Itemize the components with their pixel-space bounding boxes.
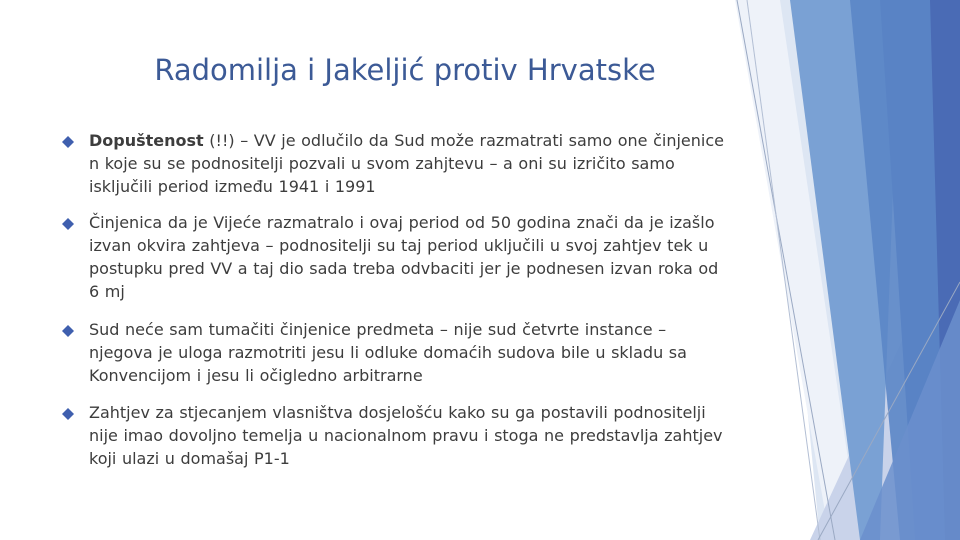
diamond-icon <box>62 218 74 230</box>
diamond-icon <box>62 325 74 337</box>
diamond-icon <box>62 136 74 148</box>
bullet-body-1: (!!) – VV je odlučilo da Sud može razmatrati samo one činjenice n koje su se podnositelji pozvali u svom zahjtevu – a oni su izričito samo isključili period između 1941 i 1991 <box>89 131 724 196</box>
bullet-text-3: Sud neće sam tumačiti činjenice predmeta – nije sud četvrte instance – njegova je uloga razmotriti jesu li odluke domaćih sudova bile u skladu sa Konvencijom i jesu li očigledno arbitrarne <box>89 320 687 385</box>
slide-title: Radomilja i Jakeljić protiv Hrvatske <box>154 53 656 87</box>
bullet-bold-1: Dopuštenost <box>89 131 204 150</box>
bullet-text-4: Zahtjev za stjecanjem vlasništva dosjelošću kako su ga postavili podnositelji nije imao dovoljno temelja u nacionalnom pravu i stoga ne predstavlja zahtjev koji ulazi u domašaj P1-1 <box>89 403 723 468</box>
diamond-icon <box>62 408 74 420</box>
bullet-text-2: Činjenica da je Vijeće razmatralo i ovaj period od 50 godina znači da je izašlo izvan okvira zahtjeva – podnositelji su taj period uključili u svoj zahtjev tek u postupku pred VV a taj dio sada treba odvbaciti jer je podnesen izvan roka od 6 mj <box>89 213 719 301</box>
bullet-text-1 <box>89 129 729 198</box>
